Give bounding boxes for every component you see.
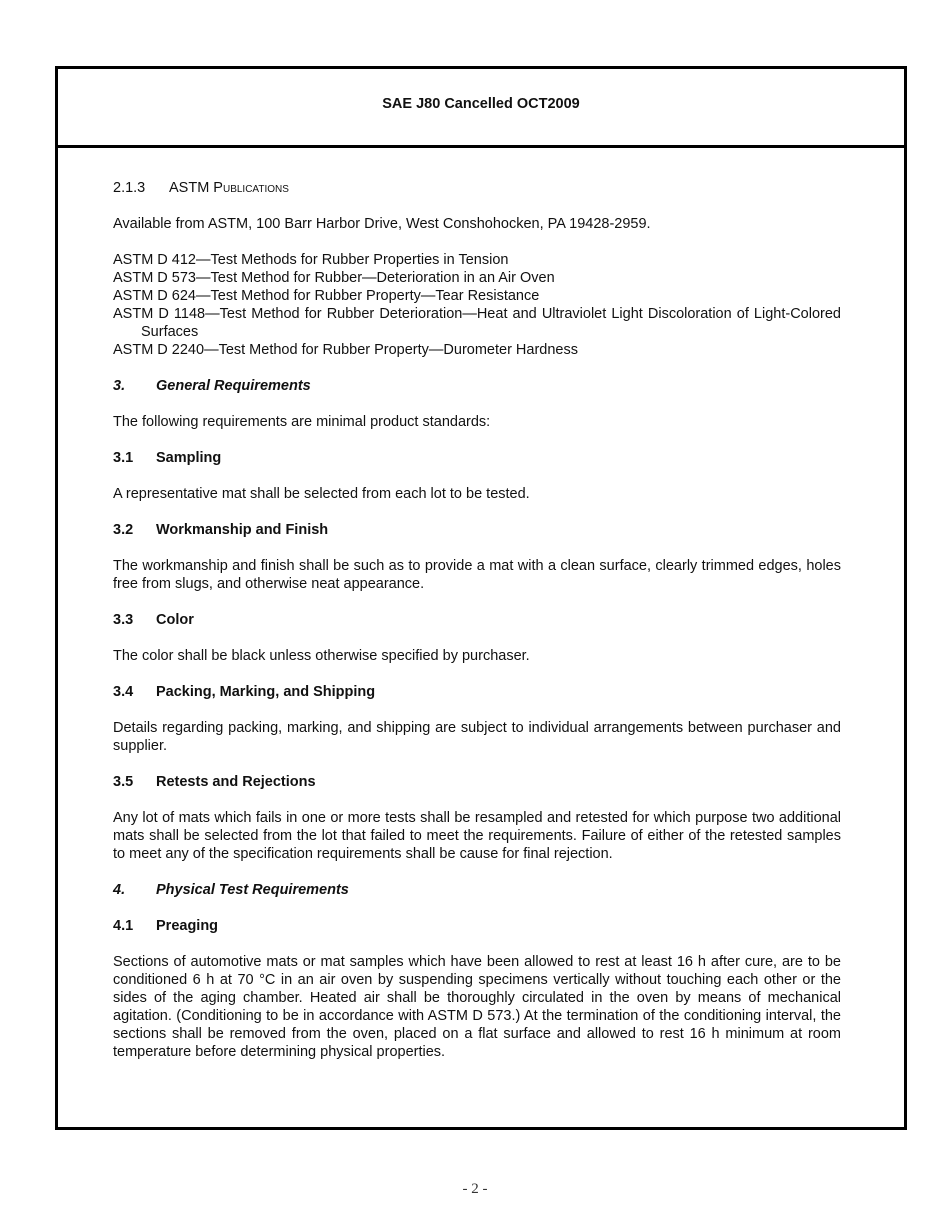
section-3-4-heading: 3.4 Packing, Marking, and Shipping bbox=[113, 684, 376, 700]
page-frame bbox=[55, 66, 907, 1130]
section-3-2-body: The workmanship and finish shall be such as to provide a mat with a clean surface, clearly trimmed edges, holes free from slugs, and otherwise neat appearance. bbox=[113, 558, 841, 592]
reference-item: ASTM D 573—Test Method for Rubber—Deterioration in an Air Oven bbox=[113, 270, 555, 286]
section-3-5-heading: 3.5 Retests and Rejections bbox=[113, 774, 316, 790]
section-4-1-body: Sections of automotive mats or mat samples which have been allowed to rest at least 16 h after cure, are to be conditioned 6 h at 70 °C in an air oven by suspending specimens vertically without touching each other or the sides of the aging chamber. Heated air shall be thoroughly circulated in the oven by means of mechanical agitation. (Conditioning to be in accordance with ASTM D 573.) At the termination of the conditioning interval, the sections shall be removed from the oven, placed on a flat surface and allowed to rest 16 h minimum at room temperature before determining physical properties. bbox=[113, 954, 841, 1060]
section-3-5-body: Any lot of mats which fails in one or more tests shall be resampled and retested for which purpose two additional mats shall be selected from the lot that failed to meet the requirements. Failure of either of the retested samples to meet any of the specification requirements shall be cause for final rejection. bbox=[113, 810, 841, 862]
section-4-heading: 4. Physical Test Requirements bbox=[113, 882, 349, 898]
section-3-1-heading: 3.1 Sampling bbox=[113, 450, 222, 466]
reference-item: ASTM D 2240—Test Method for Rubber Property—Durometer Hardness bbox=[113, 342, 578, 358]
page-header bbox=[58, 69, 904, 148]
section-3-3-body: The color shall be black unless otherwise specified by purchaser. bbox=[113, 648, 530, 664]
section-4-1-heading: 4.1 Preaging bbox=[113, 918, 219, 934]
section-3-4-body: Details regarding packing, marking, and shipping are subject to individual arrangements between purchaser and supplier. bbox=[113, 720, 841, 754]
section-3-heading: 3. General Requirements bbox=[113, 378, 311, 394]
document-title: SAE J80 Cancelled OCT2009 bbox=[382, 96, 580, 112]
reference-item: ASTM D 624—Test Method for Rubber Property—Tear Resistance bbox=[113, 288, 540, 304]
page-number: - 2 - bbox=[462, 1181, 488, 1197]
reference-item: ASTM D 1148—Test Method for Rubber Deterioration—Heat and Ultraviolet Light Discoloration of Light-Colored Surfaces bbox=[113, 306, 841, 340]
section-3-3-heading: 3.3 Color bbox=[113, 612, 194, 628]
subsection-2-1-3-heading: 2.1.3 ASTM Publications bbox=[113, 180, 289, 196]
section-3-body: The following requirements are minimal product standards: bbox=[113, 414, 491, 430]
reference-item: ASTM D 412—Test Methods for Rubber Properties in Tension bbox=[113, 252, 509, 268]
section-3-1-body: A representative mat shall be selected from each lot to be tested. bbox=[113, 486, 530, 502]
section-3-2-heading: 3.2 Workmanship and Finish bbox=[113, 522, 329, 538]
astm-availability: Available from ASTM, 100 Barr Harbor Drive, West Conshohocken, PA 19428-2959. bbox=[113, 216, 651, 232]
document-body bbox=[113, 179, 841, 1061]
